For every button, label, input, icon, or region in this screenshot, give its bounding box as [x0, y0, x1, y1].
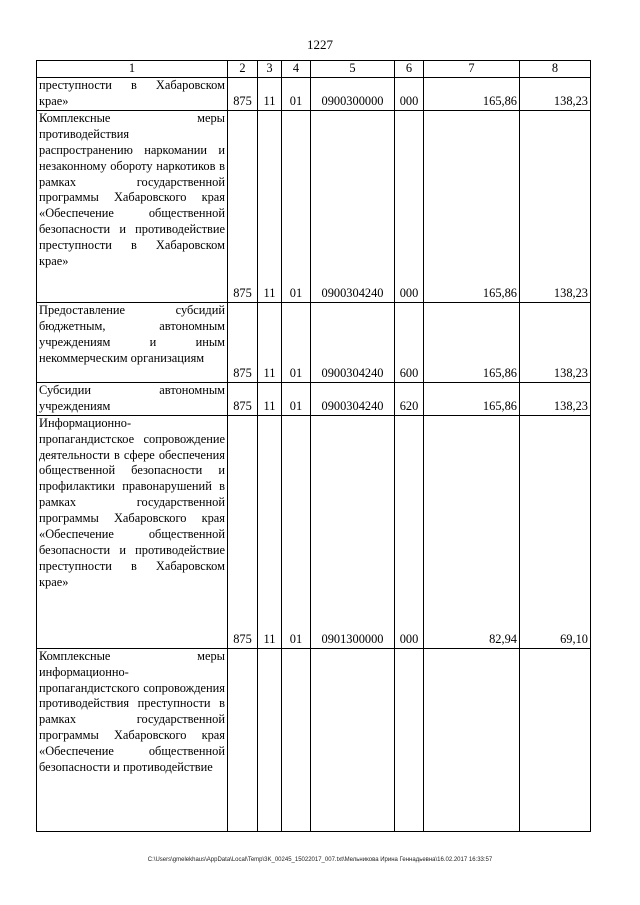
row-code-2	[228, 648, 258, 831]
row-value-8: 138,23	[520, 382, 591, 415]
row-code-6: 600	[395, 302, 424, 382]
row-code-5: 0900304240	[311, 110, 395, 302]
table-header-row	[37, 61, 591, 78]
column-header: 4	[282, 61, 311, 78]
row-code-6	[395, 648, 424, 831]
row-name: Субсидии автономным учреждениям	[37, 382, 228, 415]
row-value-8: 69,10	[520, 415, 591, 648]
row-code-6: 000	[395, 110, 424, 302]
row-code-3: 11	[258, 382, 282, 415]
row-code-3: 11	[258, 415, 282, 648]
table-row	[37, 648, 591, 831]
column-header: 2	[228, 61, 258, 78]
column-header: 5	[311, 61, 395, 78]
page-number: 1227	[307, 37, 333, 52]
table-row	[37, 415, 591, 648]
row-code-5: 0900300000	[311, 77, 395, 110]
row-code-2: 875	[228, 302, 258, 382]
row-code-3: 11	[258, 302, 282, 382]
row-value-8	[520, 648, 591, 831]
row-code-4: 01	[282, 382, 311, 415]
row-code-5: 0900304240	[311, 302, 395, 382]
row-name: преступности в Хабаровском крае»	[37, 77, 228, 110]
row-code-2: 875	[228, 77, 258, 110]
row-name: Комплексные меры противодействия распространению наркомании и незаконному обороту наркотиков в рамках государственной программы Хабаровского края «Обеспечение общественной безопасности и противодействие преступности в Хабаровском крае»	[37, 110, 228, 302]
row-code-5	[311, 648, 395, 831]
budget-table	[36, 60, 591, 832]
row-code-6: 620	[395, 382, 424, 415]
table-row	[37, 382, 591, 415]
row-value-8: 138,23	[520, 77, 591, 110]
row-value-7: 165,86	[424, 110, 520, 302]
row-value-7	[424, 648, 520, 831]
row-value-7: 82,94	[424, 415, 520, 648]
column-header: 6	[395, 61, 424, 78]
column-header: 7	[424, 61, 520, 78]
row-value-8: 138,23	[520, 110, 591, 302]
column-header: 3	[258, 61, 282, 78]
row-name: Информационно-пропагандистское сопровождение деятельности в сфере обеспечения общественной безопасности и профилактики правонарушений в рамках государственной программы Хабаровского края «Обеспечение общественной безопасности и противодействие преступности в Хабаровском крае»	[37, 415, 228, 648]
row-name: Предоставление субсидий бюджетным, автономным учреждениям и иным некоммерческим организациям	[37, 302, 228, 382]
row-code-4	[282, 648, 311, 831]
row-code-2: 875	[228, 110, 258, 302]
row-code-2: 875	[228, 382, 258, 415]
row-code-3	[258, 648, 282, 831]
column-header: 8	[520, 61, 591, 78]
row-name: Комплексные меры информационно-пропагандистского сопровождения противодействия преступности в рамках государственной программы Хабаровского края «Обеспечение общественной безопасности и противодействие	[37, 648, 228, 831]
table-row	[37, 110, 591, 302]
table-row	[37, 77, 591, 110]
row-code-4: 01	[282, 415, 311, 648]
table-row	[37, 302, 591, 382]
row-value-7: 165,86	[424, 77, 520, 110]
row-code-6: 000	[395, 415, 424, 648]
column-header: 1	[37, 61, 228, 78]
row-code-4: 01	[282, 302, 311, 382]
row-value-7: 165,86	[424, 382, 520, 415]
row-code-5: 0901300000	[311, 415, 395, 648]
row-code-2: 875	[228, 415, 258, 648]
file-path-footer: C:\Users\gmelekhaus\AppData\Local\Temp\3K_00245_15022017_007.txt\Мельникова Ирина Геннадьевна\16.02.2017 16:33:57	[147, 857, 493, 863]
row-value-8: 138,23	[520, 302, 591, 382]
row-code-5: 0900304240	[311, 382, 395, 415]
row-code-3: 11	[258, 110, 282, 302]
row-code-4: 01	[282, 110, 311, 302]
row-code-6: 000	[395, 77, 424, 110]
row-value-7: 165,86	[424, 302, 520, 382]
row-code-3: 11	[258, 77, 282, 110]
row-code-4: 01	[282, 77, 311, 110]
